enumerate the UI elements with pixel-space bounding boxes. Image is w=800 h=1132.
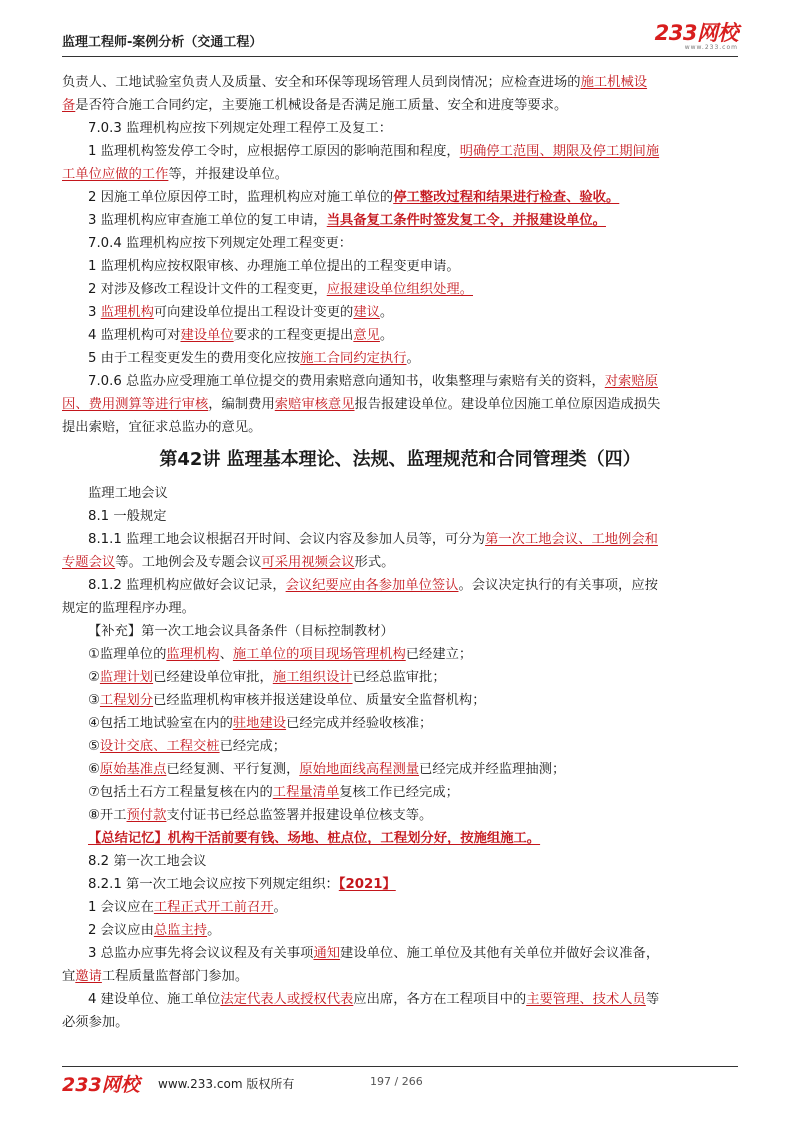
highlighted-text: 预付款 <box>126 808 167 823</box>
text-run: 应出席，各方在工程项目中的 <box>353 992 527 1007</box>
paragraph-line <box>62 620 738 643</box>
paragraph-line <box>62 597 738 620</box>
text-run: 已经复测、平行复测， <box>166 762 300 777</box>
highlighted-text: 施工组织设计 <box>272 670 353 685</box>
paragraph-line <box>62 666 738 689</box>
highlighted-text: 主要管理、技术人员 <box>526 992 646 1007</box>
text-run: 、 <box>219 647 233 662</box>
text-run: 规定的监理程序办理。 <box>62 601 195 616</box>
highlighted-text: 工程划分 <box>99 693 154 708</box>
paragraph-line <box>62 942 738 965</box>
highlighted-text: 应报建设单位组织处理。 <box>326 282 473 297</box>
highlighted-text: 意见 <box>353 328 380 343</box>
highlighted-text: 施工机械设 <box>580 75 648 90</box>
text-run: 。 <box>207 923 221 938</box>
highlighted-text: 监理计划 <box>99 670 154 685</box>
paragraph-line <box>62 850 738 873</box>
highlighted-text: 专题会议 <box>62 555 116 570</box>
highlighted-text: 索赔审核意见 <box>274 397 355 412</box>
paragraph-line <box>62 255 738 278</box>
paragraph-line <box>62 94 738 117</box>
highlighted-text: 原始基准点 <box>99 762 167 777</box>
text-run: 4 建设单位、施工单位 <box>88 992 221 1007</box>
page-footer <box>62 1066 738 1099</box>
paragraph-line <box>62 324 738 347</box>
paragraph-line <box>62 370 738 393</box>
text-run: 3 <box>88 305 101 320</box>
highlighted-text: 施工合同约定执行 <box>300 351 407 366</box>
text-run: ⑧开工 <box>88 808 127 823</box>
text-run: 支付证书已经总监签署并报建设单位核支等。 <box>166 808 433 823</box>
text-run: 1 监理机构签发停工令时，应根据停工原因的影响范围和程度， <box>88 144 460 159</box>
text-run: 可向建设单位提出工程设计变更的 <box>153 305 354 320</box>
text-run: 8.2.1 第一次工地会议应按下列规定组织： <box>88 877 339 892</box>
text-run: ④包括工地试验室在内的 <box>88 716 233 731</box>
text-run: 监理工地会议 <box>88 486 168 501</box>
highlighted-text: 建设单位 <box>180 328 234 343</box>
paragraph-line <box>62 278 738 301</box>
text-run: 要求的工程变更提出 <box>233 328 354 343</box>
text-run: 已经监理机构审核并报送建设单位、质量安全监督机构； <box>153 693 486 708</box>
page-header <box>62 22 738 57</box>
text-run: 等。工地例会及专题会议 <box>115 555 262 570</box>
logo-text: 233网校 <box>654 21 738 45</box>
highlighted-text: 工程量清单 <box>272 785 340 800</box>
footer-logo: 233网校 <box>62 1074 140 1096</box>
text-run: 建设单位、施工单位及其他有关单位并做好会议准备， <box>340 946 660 961</box>
highlighted-text: 法定代表人或授权代表 <box>220 992 354 1007</box>
text-run: 已经建设单位审批， <box>153 670 273 685</box>
highlighted-text: 会议纪要应由各参加单位签认 <box>285 578 459 593</box>
paragraph-line <box>62 505 738 528</box>
text-run: 负责人、工地试验室负责人及质量、安全和环保等现场管理人员到岗情况；应检查进场的 <box>62 75 581 90</box>
text-run: 必须参加。 <box>62 1015 129 1030</box>
highlighted-text: 施工单位的项目现场管理机构 <box>232 647 406 662</box>
text-run: 等，并报建设单位。 <box>168 167 289 182</box>
paragraph-line <box>62 416 738 439</box>
text-run: 复核工作已经完成； <box>339 785 459 800</box>
paragraph-line <box>62 965 738 988</box>
paragraph-line <box>62 896 738 919</box>
text-run: 8.1.2 监理机构应做好会议记录， <box>88 578 286 593</box>
paragraph-line <box>62 804 738 827</box>
highlighted-text: 监理机构 <box>166 647 220 662</box>
text-run: 7.0.3 监理机构应按下列规定处理工程停工及复工： <box>88 121 392 136</box>
text-run: 宜 <box>62 969 76 984</box>
highlighted-text: 可采用视频会议 <box>261 555 355 570</box>
paragraph-line <box>62 988 738 1011</box>
text-run: ② <box>88 670 100 685</box>
text-run: 。 <box>406 351 420 366</box>
paragraph-line <box>62 735 738 758</box>
text-run: 提出索赔，宜征求总监办的意见。 <box>62 420 262 435</box>
paragraph-line <box>62 551 738 574</box>
paragraph-line <box>62 919 738 942</box>
text-run: 已经完成并经验收核准； <box>286 716 433 731</box>
page-number: 197 / 266 <box>370 1075 423 1088</box>
paragraph-line <box>62 482 738 505</box>
text-run: 7.0.6 总监办应受理施工单位提交的费用索赔意向通知书，收集整理与索赔有关的资料， <box>88 374 605 389</box>
highlighted-text: 因、费用测算等进行审核 <box>62 397 209 412</box>
highlighted-text: 原始地面线高程测量 <box>299 762 420 777</box>
text-run: ⑦包括土石方工程量复核在内的 <box>88 785 273 800</box>
text-run: 已经完成； <box>219 739 287 754</box>
highlighted-text: 监理机构 <box>100 305 154 320</box>
text-run: 等 <box>645 992 660 1007</box>
header-title: 监理工程师-案例分析（交通工程） <box>62 35 263 50</box>
text-run: 4 监理机构可对 <box>88 328 181 343</box>
paragraph-line <box>62 643 738 666</box>
text-run: 已经总监审批； <box>352 670 446 685</box>
text-run: 3 监理机构应审查施工单位的复工申请， <box>88 213 327 228</box>
text-run: ⑤ <box>88 739 100 754</box>
paragraph-line <box>62 71 738 94</box>
text-run: 8.2 第一次工地会议 <box>88 854 207 869</box>
highlighted-text: 【总结记忆】机构干活前要有钱、场地、桩点位，工程划分好，按施组施工。 <box>88 831 541 846</box>
paragraph-line <box>62 1011 738 1034</box>
paragraph-line <box>62 574 738 597</box>
text-run: 。 <box>273 900 287 915</box>
logo-url: www.233.com <box>684 44 738 51</box>
text-run: 2 对涉及修改工程设计文件的工程变更， <box>88 282 327 297</box>
paragraph-line <box>62 689 738 712</box>
paragraph-line <box>62 393 738 416</box>
paragraph-line <box>62 347 738 370</box>
highlighted-text: 工程正式开工前召开 <box>153 900 274 915</box>
highlighted-text: 驻地建设 <box>232 716 287 731</box>
text-run: ⑥ <box>88 762 100 777</box>
text-run: 。 <box>379 305 394 320</box>
highlighted-text: 备 <box>62 98 76 113</box>
text-run: 已经建立； <box>405 647 473 662</box>
highlighted-text: 第一次工地会议、工地例会和 <box>485 532 658 547</box>
paragraph-line <box>62 163 738 186</box>
highlighted-text: 设计交底、工程交桩 <box>99 739 220 754</box>
paragraph-line <box>62 186 738 209</box>
text-run: 3 总监办应事先将会议议程及有关事项 <box>88 946 314 961</box>
paragraph-line <box>62 873 738 896</box>
paragraph-line <box>62 758 738 781</box>
highlighted-text: 工单位应做的工作 <box>62 167 169 182</box>
text-run: 8.1.1 监理工地会议根据召开时间、会议内容及参加人员等，可分为 <box>88 532 486 547</box>
highlighted-text: 对索赔原 <box>604 374 658 389</box>
paragraph-line <box>62 712 738 735</box>
paragraph-line <box>62 117 738 140</box>
highlighted-text: 邀请 <box>75 969 102 984</box>
text-run: 1 监理机构应按权限审核、办理施工单位提出的工程变更申请。 <box>88 259 460 274</box>
text-run: 工程质量监督部门参加。 <box>101 969 249 984</box>
text-run: 7.0.4 监理机构应按下列规定处理工程变更： <box>88 236 353 251</box>
text-run: ，编制费用 <box>208 397 275 412</box>
footer-copyright: www.233.com 版权所有 <box>158 1077 295 1091</box>
highlighted-text: 总监主持 <box>153 923 208 938</box>
section-heading: 第42讲 监理基本理论、法规、监理规范和合同管理类（四） <box>159 449 641 470</box>
paragraph-line <box>62 140 738 163</box>
text-run: 形式。 <box>354 555 395 570</box>
highlighted-text: 停工整改过程和结果进行检查、验收。 <box>393 190 620 205</box>
paragraph-line <box>62 528 738 551</box>
text-run: ①监理单位的 <box>88 647 167 662</box>
highlighted-text: 当具备复工条件时签发复工令，并报建设单位。 <box>326 213 606 228</box>
highlighted-text: 【2021】 <box>338 877 396 892</box>
text-run: 2 因施工单位原因停工时，监理机构应对施工单位的 <box>88 190 394 205</box>
brand-logo <box>655 22 738 52</box>
text-run: 。会议决定执行的有关事项，应按 <box>458 578 658 593</box>
highlighted-text: 明确停工范围、期限及停工期间施 <box>459 144 660 159</box>
highlighted-text: 通知 <box>313 946 341 961</box>
text-run: 是否符合施工合同约定，主要施工机械设备是否满足施工质量、安全和进度等要求。 <box>75 98 568 113</box>
paragraph-line <box>62 301 738 324</box>
text-run: 5 由于工程变更发生的费用变化应按 <box>88 351 301 366</box>
text-run: 【补充】第一次工地会议具备条件（目标控制教材） <box>88 624 394 639</box>
document-body <box>62 71 738 1034</box>
text-run: 8.1 一般规定 <box>88 509 167 524</box>
text-run: 已经完成并经监理抽测； <box>419 762 566 777</box>
paragraph-line <box>62 232 738 255</box>
text-run: 报告报建设单位。建设单位因施工单位原因造成损失 <box>354 397 661 412</box>
highlighted-text: 建议 <box>353 305 380 320</box>
paragraph-line <box>62 209 738 232</box>
text-run: 2 会议应由 <box>88 923 154 938</box>
text-run: 1 会议应在 <box>88 900 154 915</box>
text-run: 。 <box>379 328 394 343</box>
paragraph-line <box>62 781 738 804</box>
text-run: ③ <box>88 693 100 708</box>
paragraph-line <box>62 827 738 850</box>
